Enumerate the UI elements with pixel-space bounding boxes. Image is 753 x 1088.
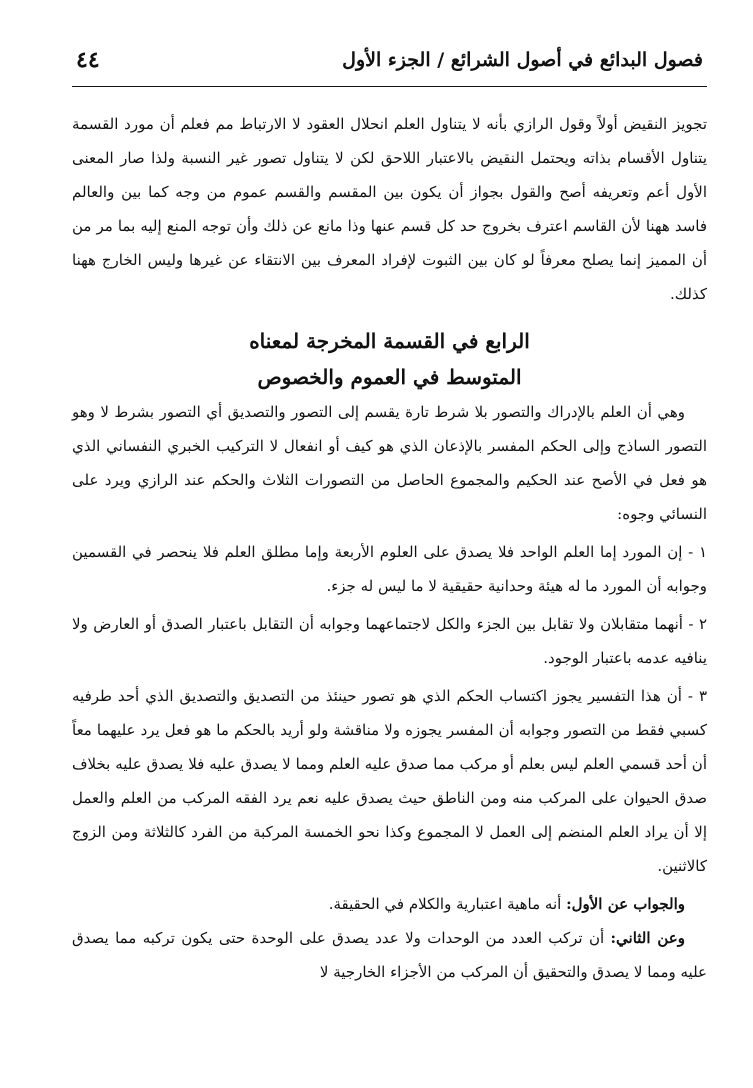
answer-second-lead: وعن الثاني: <box>610 929 685 947</box>
list-item-2: ٢ - أنهما متقابلان ولا تقابل بين الجزء والكل لاجتماعهما وجوابه أن التقابل باعتبار الصدق أو العارض ولا ينافيه عدمه باعتبار الوجود. <box>72 615 707 667</box>
page-body <box>72 107 707 989</box>
list-item-3: ٣ - أن هذا التفسير يجوز اكتساب الحكم الذي هو تصور حينئذ من التصديق والتصديق الذي أحد طرفيه كسبي فقط من التصور وجوابه أن المفسر يجوزه ولا مناقشة ولو أريد بالحكم ما هو فعل يرد عليهما معاً أن أحد قسمي العلم ليس بعلم أو مركب مما صدق عليه العلم ومما لا يصدق عليه فلا يصدق عليه بخلاف صدق الحيوان على المركب منه ومن الناطق حيث يصدق عليه نعم يرد الفقه المركب من العلم والعمل إلا أن يراد العلم المنضم إلى العمل لا المجموع وكذا نحو الخمسة المركبة من الفرد كالثلاثة ومن الزوج كالاثنين. <box>72 687 707 875</box>
paragraph: وهي أن العلم بالإدراك والتصور بلا شرط تارة يقسم إلى التصور والتصديق أي التصور بشرط لا وهو التصور الساذج وإلى الحكم المفسر بالإذعان الذي هو كيف أو انفعال لا التركيب الخبري النفساني الذي هو فعل في الأصح عند الحكيم والمجموع الحاصل من التصورات الثلاث والحكم عند الرازي ويرد على النسائي وجوه: <box>72 403 707 523</box>
section-subheading: المتوسط في العموم والخصوص <box>257 365 522 389</box>
page <box>72 40 707 1070</box>
answer-second <box>72 921 707 989</box>
page-number: ٤٤ <box>76 47 100 73</box>
answer-second-text: أن تركب العدد من الوحدات ولا عدد يصدق على الوحدة حتى يكون تركبه مما يصدق عليه ومما لا يصدق والتحقيق أن المركب من الأجزاء الخارجية لا <box>72 929 707 981</box>
answer-first-lead: والجواب عن الأول: <box>566 895 685 913</box>
section-heading: الرابع في القسمة المخرجة لمعناه <box>249 329 530 353</box>
book-title: فصول البدائع في أصول الشرائع / الجزء الأول <box>342 49 703 71</box>
answer-first <box>72 887 707 921</box>
answer-first-text: أنه ماهية اعتبارية والكلام في الحقيقة. <box>328 895 567 913</box>
paragraph: تجويز النقيض أولاً وقول الرازي بأنه لا يتناول العلم انحلال العقود لا الارتباط مم فعلم أن مورد القسمة يتناول الأقسام بذاته ويحتمل النقيض بالاعتبار اللاحق لكن لا يتناول تصور غير النسبة ولذا صار المعنى الأول أعم وتعريفه أصح والقول بجواز أن يكون بين المقسم والقسم عموم من وجه كما بين والعالم فاسد ههنا لأن القاسم اعترف بخروج حد كل قسم عنها وذا مانع عن ذلك وأن توجه المنع إليه بما مر من أن المميز إنما يصلح معرفاً لو كان بين الثبوت لإفراد المعرف بين الانتقاء عن غيرها وليس الخارج ههنا كذلك. <box>72 115 707 303</box>
list-item-1: ١ - إن المورد إما العلم الواحد فلا يصدق على العلوم الأربعة وإما مطلق العلم فلا ينحصر في القسمين وجوابه أن المورد ما له هيئة وحدانية حقيقية لا ما ليس له جزء. <box>72 543 707 595</box>
running-header <box>72 40 707 87</box>
